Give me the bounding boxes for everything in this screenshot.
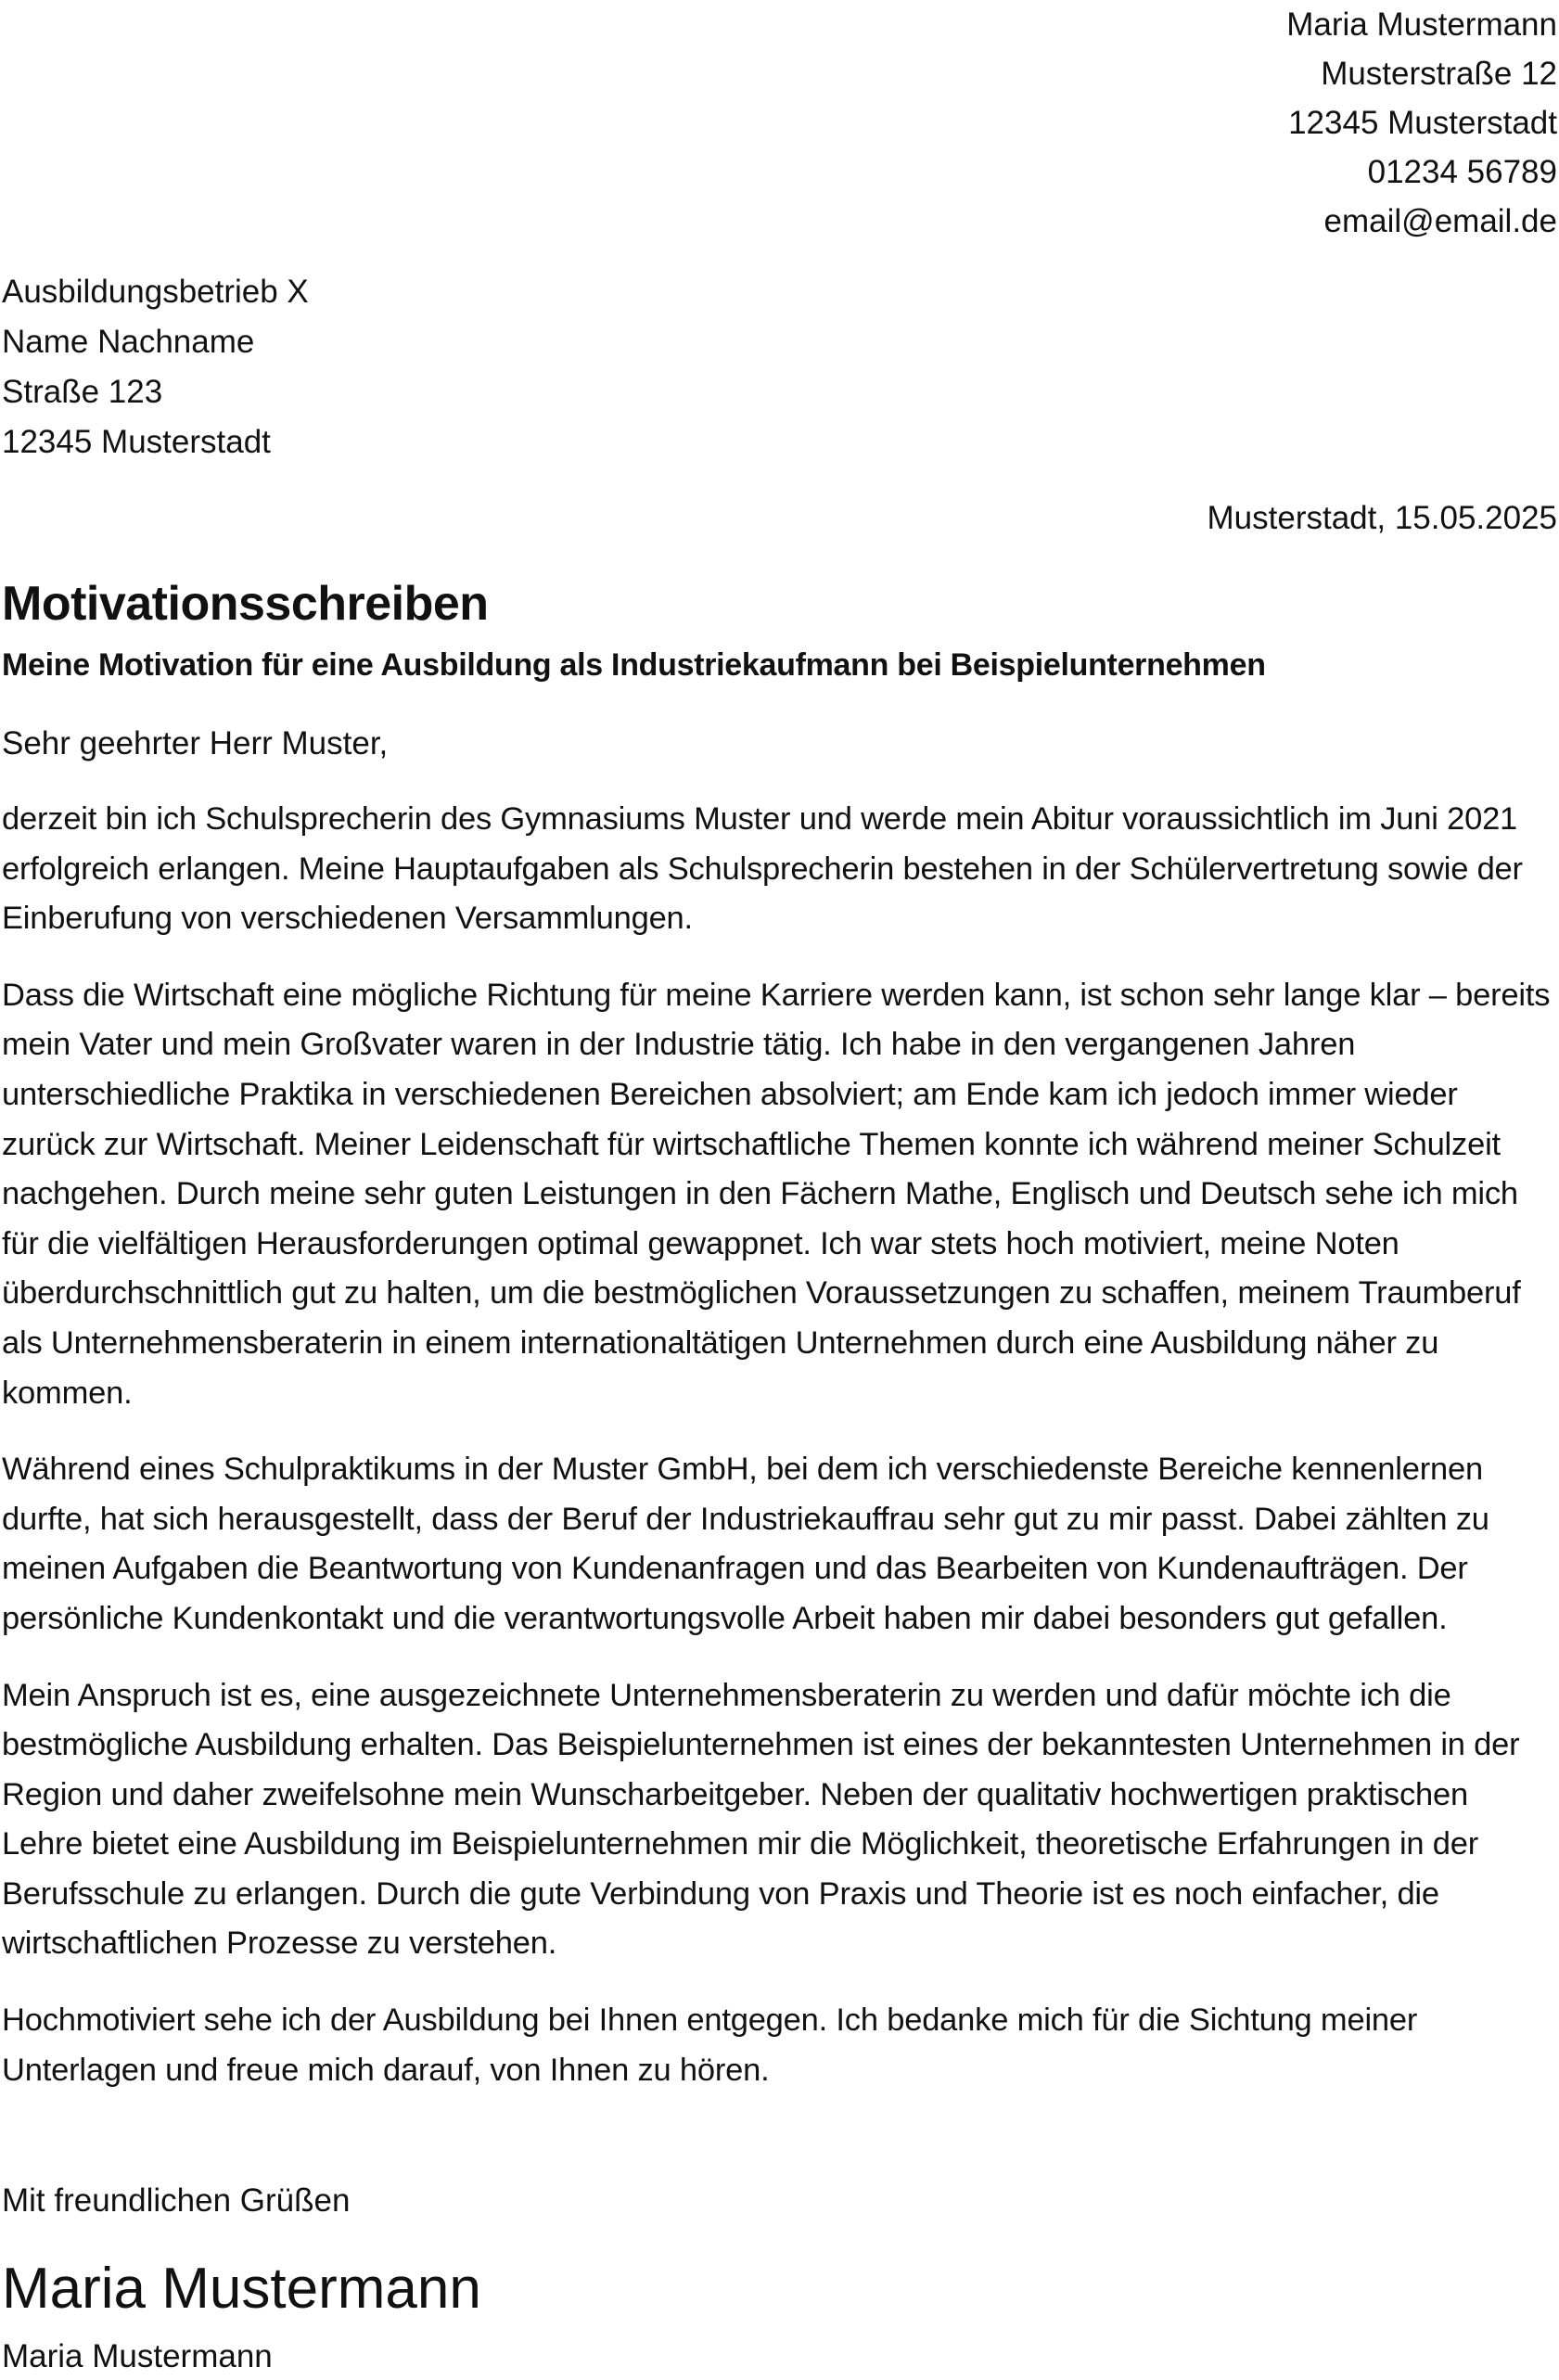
salutation: Sehr geehrter Herr Muster,: [2, 725, 389, 761]
letter-body: [2, 795, 1555, 2122]
body-paragraph: Hochmotiviert sehe ich der Ausbildung bei Ihnen entgegen. Ich bedanke mich für die Sichtung meiner Unterlagen und freue mich darauf, von Ihnen zu hören.: [2, 2003, 1418, 2088]
recipient-street: Straße 123: [2, 374, 163, 410]
body-paragraph: Während eines Schulpraktikums in der Muster GmbH, bei dem ich verschiedenste Bereiche kennenlernen durfte, hat sich herausgestellt, dass der Beruf der Industriekauffrau sehr gut zu mir passt. Dabei zählten zu meinen Aufgaben die Beantwortung von Kundenanfragen und das Bearbeiten von Kundenaufträgen. Der persönliche Kundenkontakt und die verantwortungsvolle Arbeit haben mir dabei besonders gut gefallen.: [2, 1452, 1489, 1636]
sender-city: 12345 Musterstadt: [1288, 105, 1557, 141]
sender-email: email@email.de: [1323, 203, 1557, 239]
body-paragraph: Mein Anspruch ist es, eine ausgezeichnete Unternehmensberaterin zu werden und dafür möchte ich die bestmögliche Ausbildung erhalten. Das Beispielunternehmen ist eines der bekanntesten Unternehmen in der Region und daher zweifelsohne mein Wunscharbeitgeber. Neben der qualitativ hochwertigen praktischen Lehre bietet eine Ausbildung im Beispielunternehmen mir die Möglichkeit, theoretische Erfahrungen in der Berufsschule zu erlangen. Durch die gute Verbindung von Praxis und Theorie ist es noch einfacher, die wirtschaftlichen Prozesse zu verstehen.: [2, 1677, 1520, 1962]
letter-title: Motivationsschreiben: [2, 577, 489, 631]
letter-subtitle: Meine Motivation für eine Ausbildung als Industriekaufmann bei Beispielunternehmen: [2, 647, 1266, 683]
sender-address-block: [1286, 0, 1557, 246]
recipient-address-block: [2, 267, 309, 467]
recipient-contact: Name Nachname: [2, 324, 255, 360]
sender-name: Maria Mustermann: [1286, 6, 1557, 43]
body-paragraph: derzeit bin ich Schulsprecherin des Gymnasiums Muster und werde mein Abitur voraussichtlich im Juni 2021 erfolgreich erlangen. Meine Hauptaufgaben als Schulsprecherin bestehen in der Schülervertretung sowie der Einberufung von verschiedenen Versammlungen.: [2, 801, 1523, 937]
sender-phone: 01234 56789: [1367, 154, 1557, 190]
sender-street: Musterstraße 12: [1321, 56, 1557, 92]
closing-phrase: Mit freundlichen Grüßen: [2, 2182, 351, 2219]
body-paragraph: Dass die Wirtschaft eine mögliche Richtung für meine Karriere werden kann, ist schon sehr lange klar – bereits mein Vater und mein Großvater waren in der Industrie tätig. Ich habe in den vergangenen Jahren unterschiedliche Praktika in verschiedenen Bereichen absolviert; am Ende kam ich jedoch immer wieder zurück zur Wirtschaft. Meiner Leidenschaft für wirtschaftliche Themen konnte ich während meiner Schulzeit nachgehen. Durch meine sehr guten Leistungen in den Fächern Mathe, Englisch und Deutsch sehe ich mich für die vielfältigen Herausforderungen optimal gewappnet. Ich war stets hoch motiviert, meine Noten überdurchschnittlich gut zu halten, um die bestmöglichen Voraussetzungen zu schaffen, meinem Traumberuf als Unternehmensberaterin in einem internationaltätigen Unternehmen durch eine Ausbildung näher zu kommen.: [2, 977, 1551, 1411]
signature: Maria Mustermann: [2, 2257, 481, 2321]
printed-name: Maria Mustermann: [2, 2338, 273, 2374]
recipient-company: Ausbildungsbetrieb X: [2, 274, 309, 310]
recipient-city: 12345 Musterstadt: [2, 424, 271, 460]
letter-date: Musterstadt, 15.05.2025: [1207, 500, 1557, 536]
